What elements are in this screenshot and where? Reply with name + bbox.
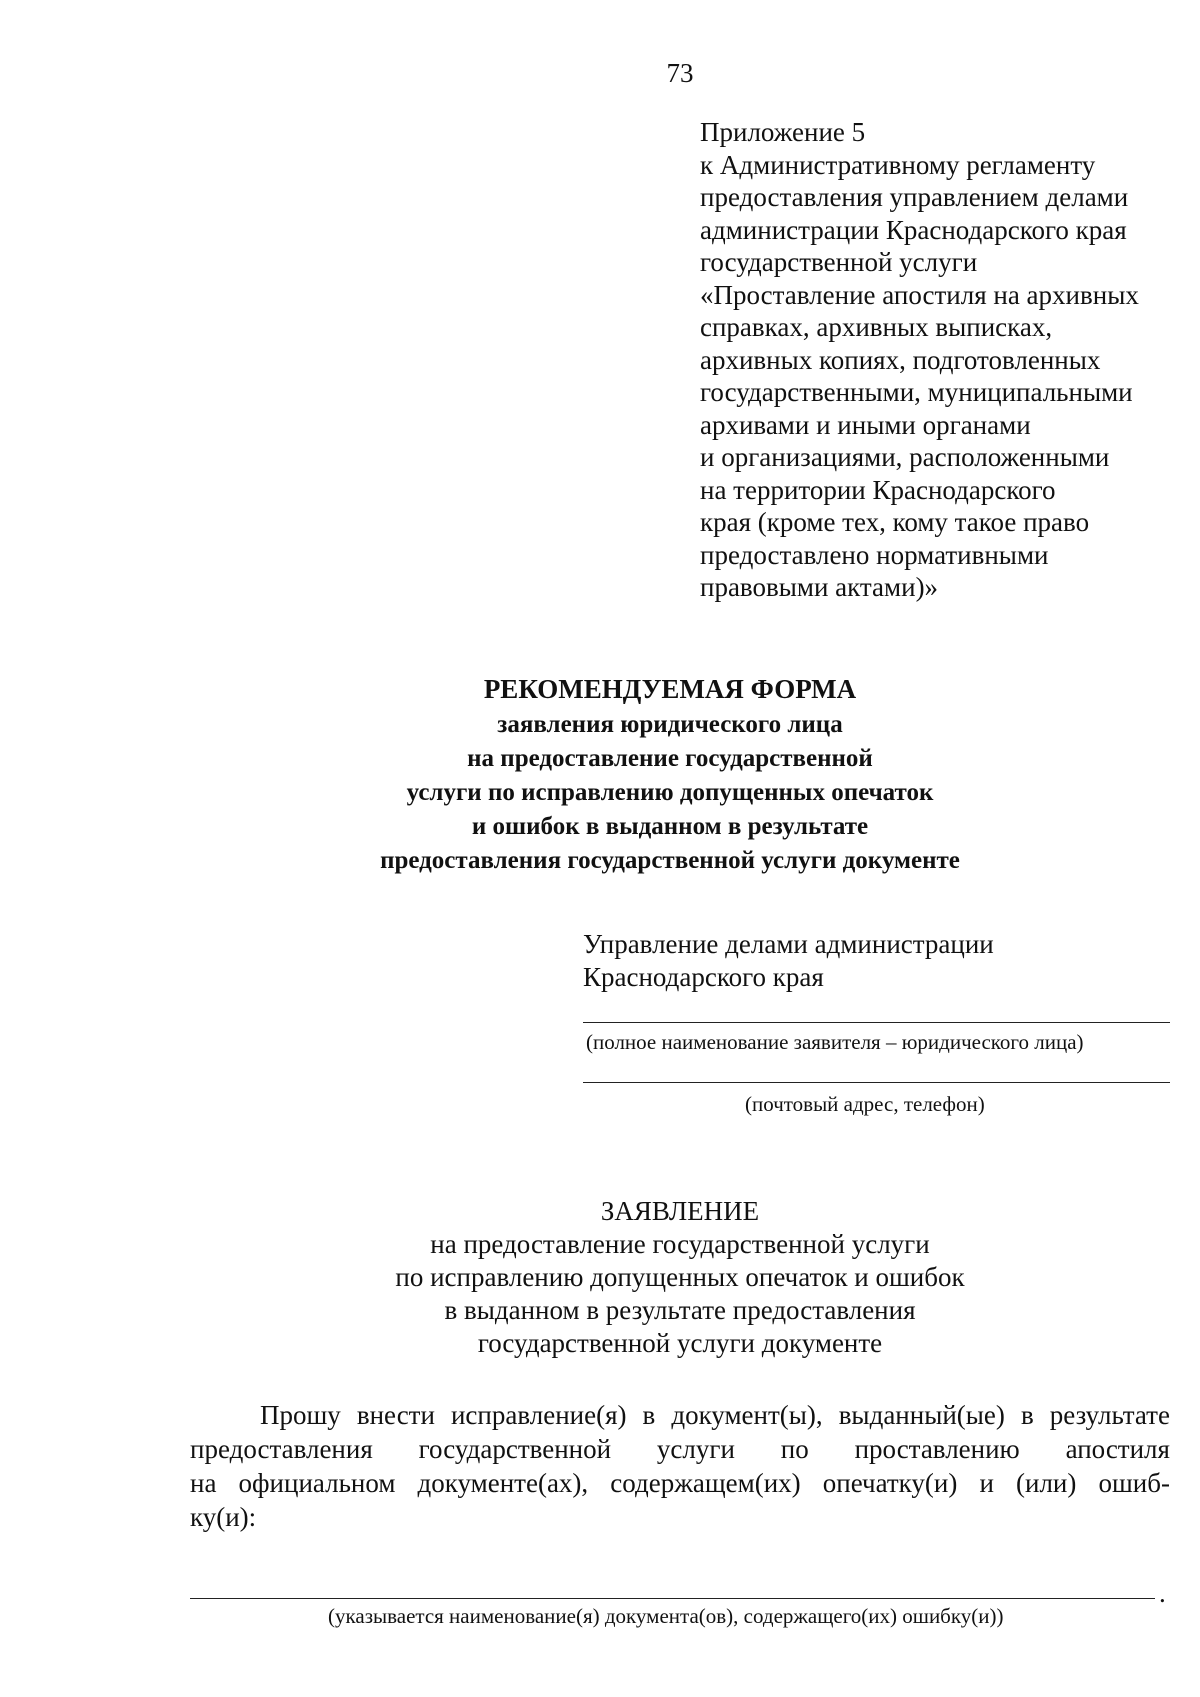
paragraph-line — [190, 1432, 1170, 1466]
word: внести — [356, 1400, 435, 1430]
appendix-line: Приложение 5 — [700, 117, 866, 147]
appendix-line: правовыми актами)» — [700, 572, 939, 602]
word: в — [1020, 1400, 1034, 1430]
word: Прошу — [260, 1400, 341, 1430]
form-title-line: и ошибок в выданном в результате — [471, 813, 869, 840]
appendix-line: к Административному регламенту — [700, 149, 1096, 180]
form-title — [0, 670, 1200, 878]
word: (или) — [1016, 1468, 1077, 1498]
form-title-line: на предоставление государственной — [467, 745, 873, 772]
appendix-line: на территории Краснодарского — [700, 474, 1056, 505]
word: документ(ы), — [671, 1400, 823, 1430]
word: исправление(я) — [450, 1400, 627, 1430]
word: официальном — [238, 1468, 396, 1498]
applicant-name-caption: (полное наименование заявителя – юридического лица) — [586, 1030, 1084, 1054]
statement-line: по исправлению допущенных опечаток и ошибок — [395, 1262, 965, 1292]
applicant-name-field[interactable] — [583, 1022, 1170, 1023]
appendix-line: государственной услуги — [700, 247, 978, 277]
recipient-line: Краснодарского края — [583, 962, 824, 992]
request-paragraph — [190, 1398, 1170, 1534]
appendix-line: и организациями, расположенными — [700, 442, 1110, 472]
word: по — [780, 1434, 809, 1464]
word: ку(и): — [190, 1502, 257, 1532]
appendix-line: государственными, муниципальными — [700, 377, 1133, 407]
appendix-line: администрации Краснодарского края — [700, 214, 1127, 245]
paragraph-line — [190, 1466, 1170, 1500]
word: ошиб- — [1098, 1468, 1170, 1498]
document-name-caption: (указывается наименование(я) документа(ов), содержащего(их) ошибку(и)) — [328, 1604, 1004, 1628]
appendix-line: справках, архивных выписках, — [700, 312, 1053, 342]
statement-line: в выданном в результате предоставления — [444, 1295, 916, 1325]
form-title-line: предоставления государственной услуги документе — [380, 847, 960, 874]
paragraph-line — [190, 1398, 1170, 1432]
word: проставлению — [854, 1434, 1020, 1464]
address-phone-caption: (почтовый адрес, телефон) — [745, 1092, 985, 1116]
word: содержащем(их) — [610, 1468, 801, 1498]
statement-title: ЗАЯВЛЕНИЕ — [600, 1196, 760, 1226]
word: результате — [1049, 1400, 1170, 1430]
appendix-line: архивами и иными органами — [700, 409, 1031, 440]
statement-title-block — [0, 1195, 1200, 1360]
word: документе(ах), — [417, 1468, 589, 1498]
appendix-line: предоставлено нормативными — [700, 539, 1049, 570]
appendix-block — [700, 116, 1180, 604]
form-title-heading: РЕКОМЕНДУЕМАЯ ФОРМА — [483, 674, 857, 704]
recipient-line: Управление делами администрации — [583, 929, 994, 959]
recipient-block — [583, 928, 994, 994]
word: на — [190, 1468, 217, 1498]
appendix-line: края (кроме тех, кому такое право — [700, 507, 1090, 537]
word: в — [642, 1400, 656, 1430]
statement-line: на предоставление государственной услуги — [430, 1229, 930, 1259]
field-end-dot: . — [1159, 1578, 1166, 1608]
document-name-field[interactable] — [190, 1598, 1155, 1599]
appendix-line: предоставления управлением делами — [700, 182, 1129, 212]
word: и — [979, 1468, 994, 1498]
word: услуги — [656, 1434, 735, 1464]
form-title-line: заявления юридического лица — [497, 711, 843, 738]
page-number: 73 — [666, 58, 694, 88]
appendix-line: архивных копиях, подготовленных — [700, 344, 1101, 375]
form-title-line: услуги по исправлению допущенных опечаток — [406, 779, 934, 806]
address-phone-field[interactable] — [583, 1082, 1170, 1083]
word: выданный(ые) — [838, 1400, 1005, 1430]
word: апостиля — [1065, 1434, 1170, 1464]
word: государственной — [418, 1434, 612, 1464]
word: предоставления — [190, 1434, 373, 1464]
paragraph-line — [190, 1500, 1170, 1534]
statement-line: государственной услуги документе — [477, 1328, 883, 1358]
appendix-line: «Проставление апостиля на архивных — [700, 279, 1139, 310]
word: опечатку(и) — [822, 1468, 958, 1498]
